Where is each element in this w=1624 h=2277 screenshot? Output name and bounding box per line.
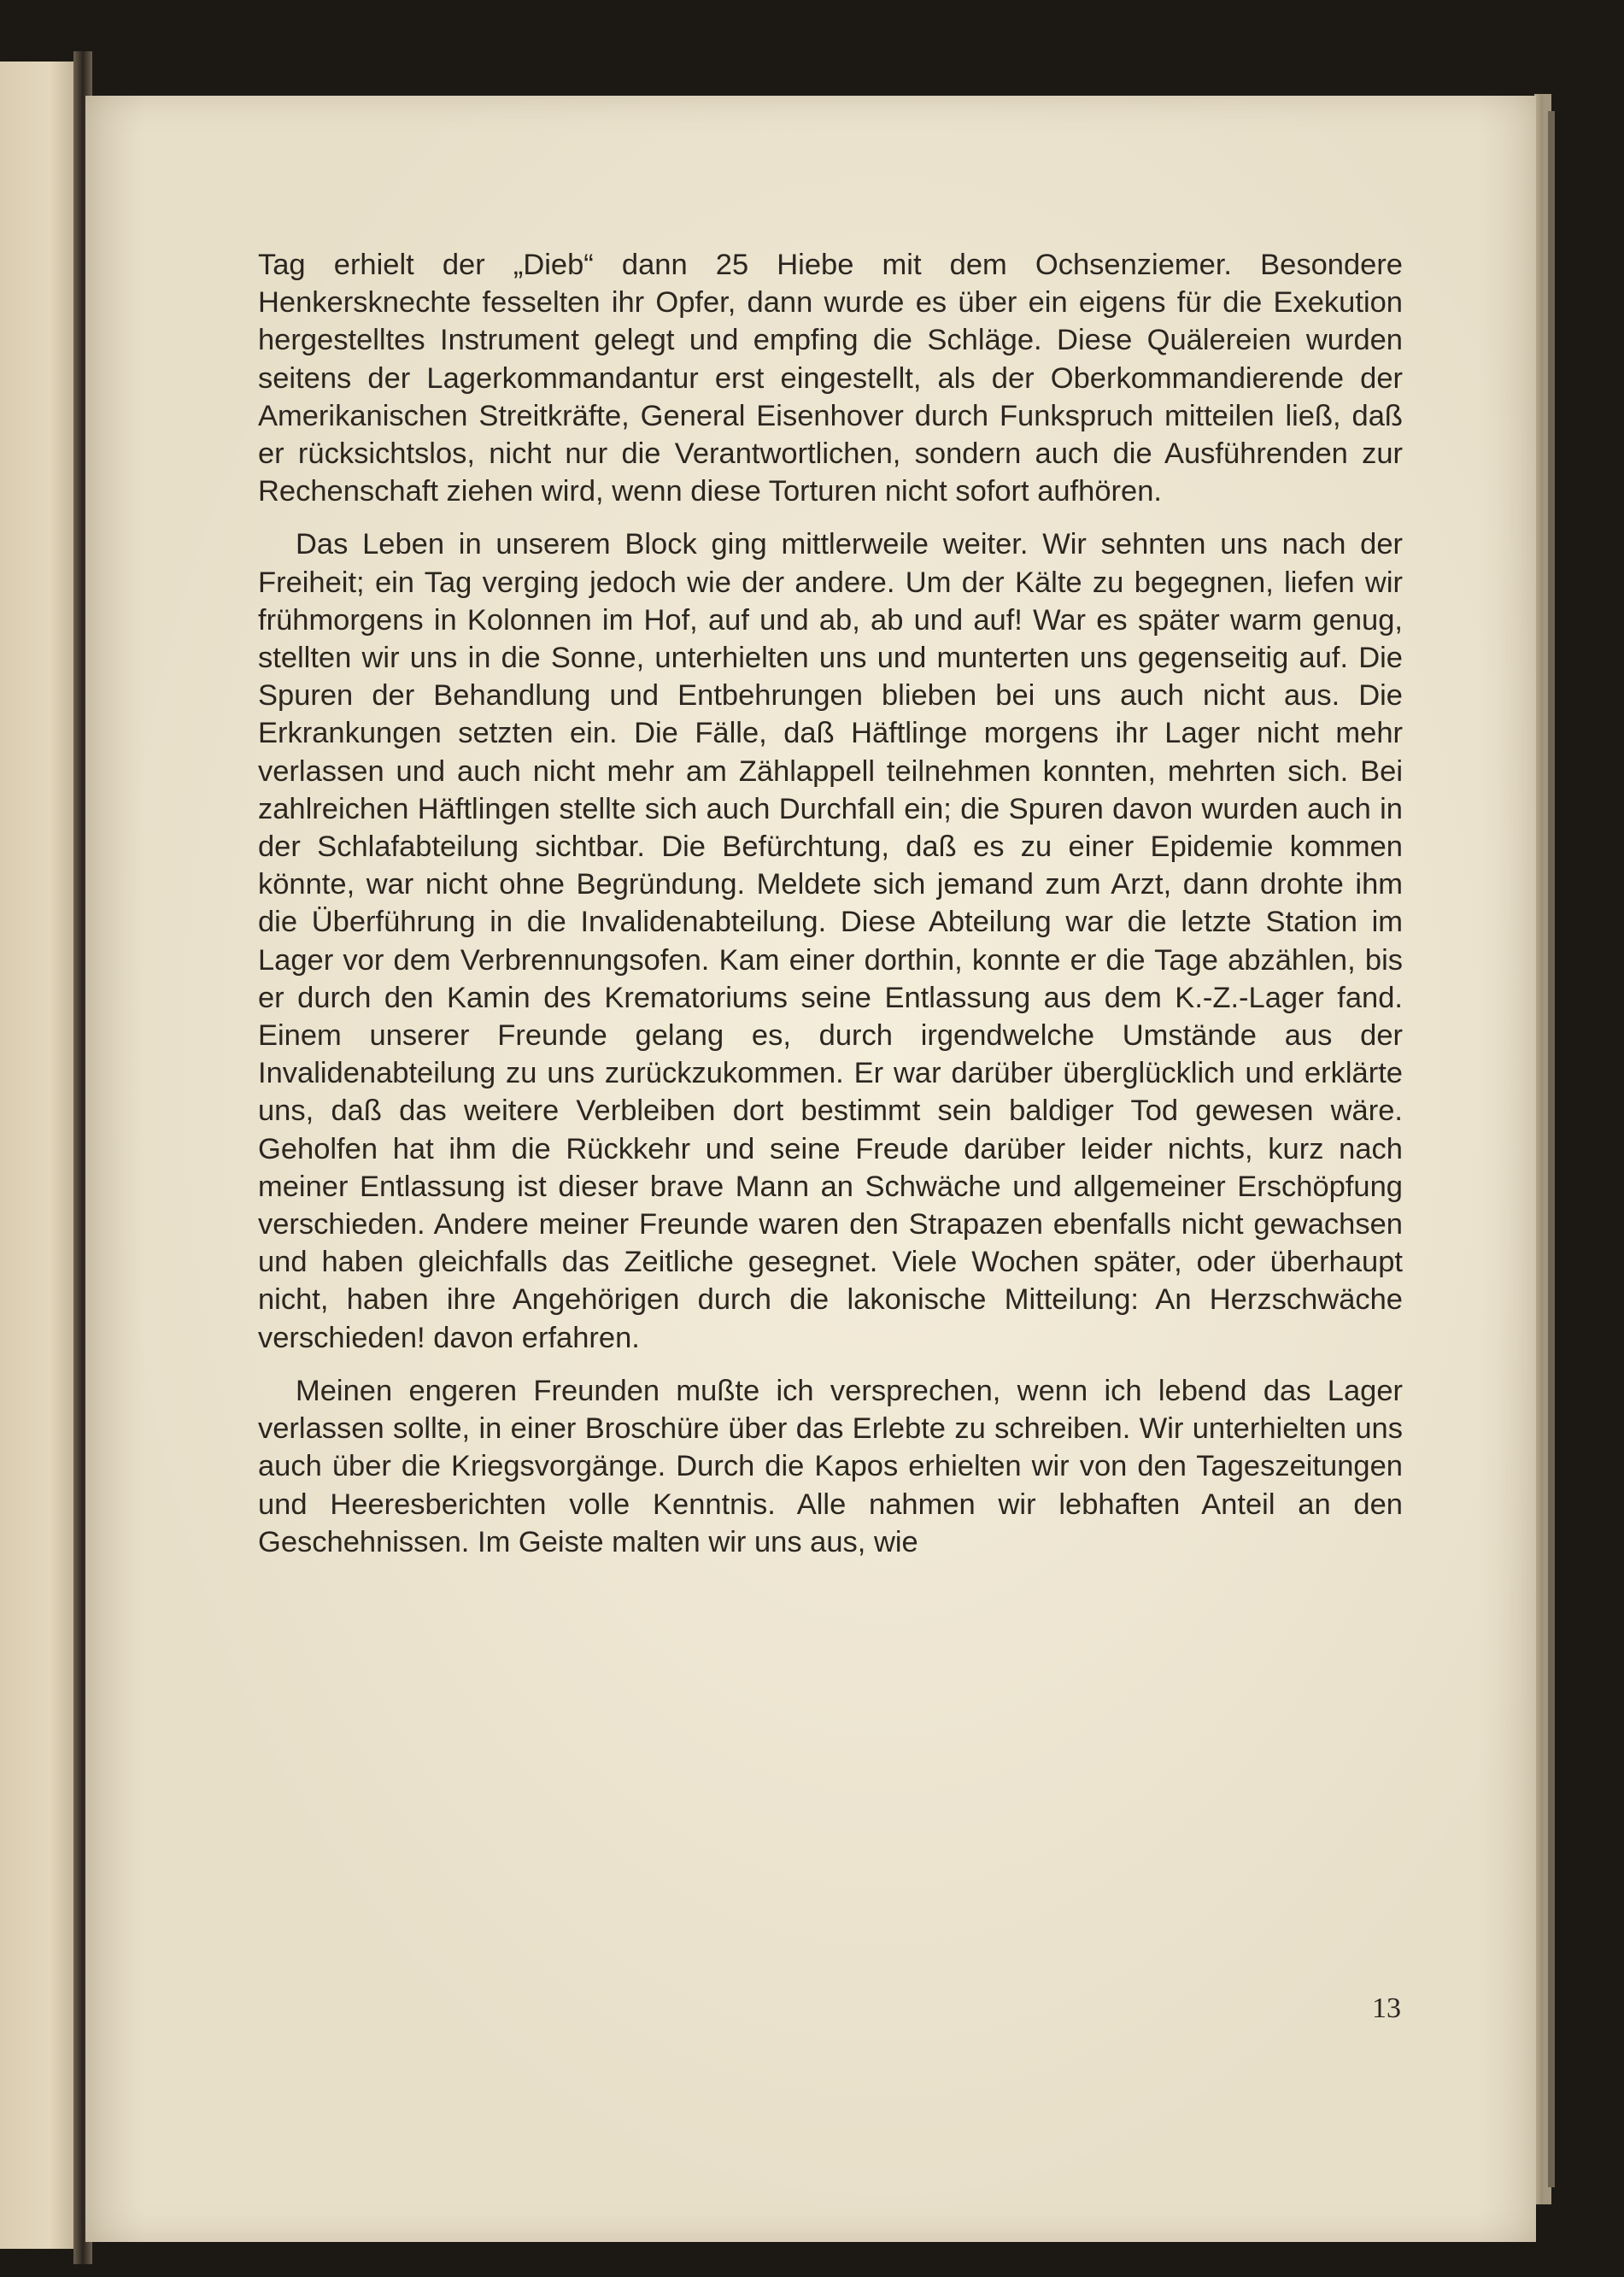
- paragraph-continued: Tag erhielt der „Dieb“ dann 25 Hiebe mit dem Ochsenziemer. Besondere Henkersknechte fesselten ihr Opfer, dann wurde es über ein eigens für die Exekution hergestelltes Instrument gelegt und empfing die Schläge. Diese Quälereien wurden seitens der Lagerkommandantur erst eingestellt, als der Oberkommandierende der Amerikanischen Streitkräfte, General Eisenhover durch Funkspruch mitteilen ließ, daß er rücksichtslos, nicht nur die Verantwortlichen, sondern auch die Ausführenden zur Rechenschaft ziehen wird, wenn diese Torturen nicht sofort aufhören.: [258, 249, 1403, 508]
- paragraph-block-life: Das Leben in unserem Block ging mittlerweile weiter. Wir sehnten uns nach der Freiheit; ein Tag verging jedoch wie der andere. Um der Kälte zu begegnen, liefen wir frühmorgens in Kolonnen im Hof, auf und ab, ab und auf! War es später warm genug, stellten wir uns in die Sonne, unterhielten uns und munterten uns gegenseitig auf. Die Spuren der Behandlung und Entbehrungen blieben bei uns auch nicht aus. Die Erkrankungen setzten ein. Die Fälle, daß Häftlinge morgens ihr Lager nicht mehr verlassen und auch nicht mehr am Zählappell teilnehmen konnten, mehrten sich. Bei zahlreichen Häftlingen stellte sich auch Durchfall ein; die Spuren davon wurden auch in der Schlafabteilung sichtbar. Die Befürchtung, daß es zu einer Epidemie kommen könnte, war nicht ohne Begründung. Meldete sich jemand zum Arzt, dann drohte ihm die Überführung in die Invalidenabteilung. Diese Abteilung war die letzte Station im Lager vor dem Verbrennungsofen. Kam einer dorthin, konnte er die Tage abzählen, bis er durch den Kamin des Krematoriums seine Entlassung aus dem K.-Z.-Lager fand. Einem unserer Freunde gelang es, durch irgendwelche Umstände aus der Invalidenabteilung zu uns zurückzukommen. Er war darüber überglücklich und erklärte uns, daß das weitere Verbleiben dort bestimmt sein baldiger Tod gewesen wäre. Geholfen hat ihm die Rückkehr und seine Freude darüber leider nichts, kurz nach meiner Entlassung ist dieser brave Mann an Schwäche und allgemeiner Erschöpfung verschieden. Andere meiner Freunde waren den Strapazen ebenfalls nicht gewachsen und haben gleichfalls das Zeitliche gesegnet. Viele Wochen später, oder überhaupt nicht, haben ihre Angehörigen durch die lakonische Mitteilung: An Herzschwäche verschieden! davon erfahren.: [258, 528, 1403, 1354]
- book-cover-edge: [1548, 111, 1555, 2187]
- book-page: [85, 96, 1536, 2242]
- body-text: [258, 246, 1403, 1576]
- paragraph-friends-promise: Meinen engeren Freunden mußte ich versprechen, wenn ich lebend das Lager verlassen sollte, in einer Broschüre über das Erlebte zu schreiben. Wir unterhielten uns auch über die Kriegsvorgänge. Durch die Kapos erhielten wir von den Tageszeitungen und Heeresberichten volle Kenntnis. Alle nahmen wir lebhaften Anteil an den Geschehnissen. Im Geiste malten wir uns aus, wie: [258, 1374, 1403, 1558]
- previous-page-edge: [0, 62, 82, 2249]
- page-number: 13: [1372, 1992, 1401, 2024]
